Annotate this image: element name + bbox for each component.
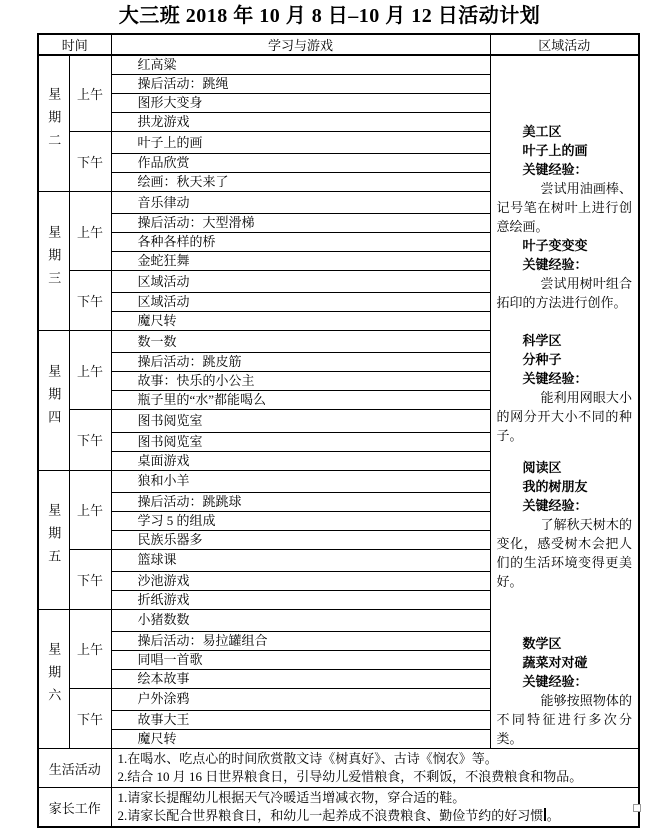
activity-cell: 故事大王 <box>111 711 490 730</box>
day-label: 星期四 <box>46 363 62 433</box>
activity-cell: 各种各样的桥 <box>111 233 490 252</box>
area-key-label: 关键经验： <box>522 257 588 272</box>
day-label-cell-saturday <box>38 609 69 748</box>
day-label: 星期五 <box>46 503 62 573</box>
activity-cell: 魔尺转 <box>111 312 490 331</box>
page-title: 大三班 2018 年 10 月 8 日–10 月 12 日活动计划 <box>118 5 541 27</box>
activity-cell: 数一数 <box>111 331 490 353</box>
activity-cell: 操后活动：跳绳 <box>111 75 490 94</box>
daily-life-row-content <box>111 749 639 788</box>
header-row <box>38 34 639 55</box>
activity-cell: 绘画：秋天来了 <box>111 173 490 192</box>
activity-cell: 拱龙游戏 <box>111 113 490 132</box>
activity-cell: 同唱一首歌 <box>111 650 490 669</box>
activity-cell: 操后活动：跳跳球 <box>111 492 490 511</box>
area-activity-title: 蔬菜对对碰 <box>522 655 588 670</box>
area-description: 能利用网眼大小的网分开大小不同的种子。 <box>496 390 633 443</box>
activity-cell: 红高粱 <box>111 55 490 75</box>
activity-cell: 图书阅览室 <box>111 410 490 432</box>
activity-cell: 民族乐器多 <box>111 530 490 549</box>
activity-cell: 操后活动：大型滑梯 <box>111 214 490 233</box>
activity-cell: 篮球课 <box>111 549 490 571</box>
table-resize-handle[interactable] <box>633 804 641 812</box>
parent-work-line-text: 。 <box>546 808 560 823</box>
area-block-reading <box>497 458 633 591</box>
activity-cell: 操后活动：跳皮筋 <box>111 353 490 372</box>
area-block-leaf-change <box>497 236 633 312</box>
activity-cell: 区域活动 <box>111 293 490 312</box>
area-activities-cell <box>490 55 639 749</box>
activity-cell: 魔尺转 <box>111 730 490 749</box>
table-row <box>38 788 639 828</box>
area-key-label: 关键经验： <box>522 162 588 177</box>
activity-cell: 沙池游戏 <box>111 571 490 590</box>
area-activity-title: 叶子上的画 <box>522 143 588 158</box>
activity-cell: 区域活动 <box>111 271 490 293</box>
area-region-name: 数学区 <box>522 636 562 651</box>
pm-label-cell: 下午 <box>69 410 111 470</box>
parent-work-line-text: 2.请家长配合世界粮食日，和幼儿一起养成不浪费粮食、勤俭节约的好习惯 <box>117 808 544 823</box>
day-label-cell-thursday <box>38 331 69 470</box>
area-block-math <box>497 634 633 748</box>
area-block-art <box>497 122 633 236</box>
area-activity-title: 分种子 <box>522 352 562 367</box>
pm-label-cell: 下午 <box>69 271 111 331</box>
area-description: 了解秋天树木的变化，感受树木会把人们的生活环境变得更美好。 <box>496 517 633 589</box>
activity-plan-table <box>37 33 640 828</box>
day-label: 星期三 <box>46 224 62 294</box>
day-label-cell-wednesday <box>38 192 69 331</box>
area-region-name: 科学区 <box>522 333 562 348</box>
am-label-cell: 上午 <box>69 609 111 688</box>
area-region-name: 美工区 <box>522 124 562 139</box>
am-label-cell: 上午 <box>69 470 111 549</box>
col-header-learning: 学习与游戏 <box>111 34 490 55</box>
activity-cell: 图书阅览室 <box>111 432 490 451</box>
daily-life-line: 1.在喝水、吃点心的时间欣赏散文诗《树真好》、古诗《悯农》等。 <box>117 751 498 766</box>
area-region-name: 阅读区 <box>522 460 562 475</box>
activity-cell: 叶子上的画 <box>111 132 490 154</box>
text-caret <box>544 808 546 821</box>
day-label-cell-tuesday <box>38 55 69 192</box>
activity-cell: 狼和小羊 <box>111 470 490 492</box>
table-row <box>38 749 639 788</box>
day-label-cell-friday <box>38 470 69 609</box>
table-row <box>38 55 639 75</box>
parent-work-row-content <box>111 788 639 828</box>
parent-work-line-with-caret <box>118 807 635 825</box>
activity-cell: 瓶子里的“水”都能喝么 <box>111 391 490 410</box>
activity-cell: 折纸游戏 <box>111 590 490 609</box>
activity-cell: 桌面游戏 <box>111 451 490 470</box>
pm-label-cell: 下午 <box>69 688 111 748</box>
activity-cell: 绘本故事 <box>111 669 490 688</box>
pm-label-cell: 下午 <box>69 549 111 609</box>
activity-cell: 图形大变身 <box>111 94 490 113</box>
activity-cell: 操后活动：易拉罐组合 <box>111 631 490 650</box>
day-label: 星期二 <box>46 87 62 157</box>
am-label-cell: 上午 <box>69 55 111 132</box>
area-description: 能够按照物体的不同特征进行多次分类。 <box>496 693 633 746</box>
area-description: 尝试用树叶组合拓印的方法进行创作。 <box>496 276 633 310</box>
activity-cell: 户外涂鸦 <box>111 688 490 710</box>
area-key-label: 关键经验： <box>522 674 588 689</box>
area-key-label: 关键经验： <box>522 498 588 513</box>
col-header-area: 区域活动 <box>490 34 639 55</box>
activity-cell: 金蛇狂舞 <box>111 252 490 271</box>
activity-cell: 作品欣赏 <box>111 154 490 173</box>
area-activity-title: 叶子变变变 <box>522 238 588 253</box>
activity-cell: 音乐律动 <box>111 192 490 214</box>
am-label-cell: 上午 <box>69 331 111 410</box>
parent-work-line: 1.请家长提醒幼儿根据天气冷暖适当增减衣物，穿合适的鞋。 <box>117 790 466 805</box>
pm-label-cell: 下午 <box>69 132 111 192</box>
area-block-science <box>497 331 633 445</box>
day-label: 星期六 <box>46 642 62 712</box>
activity-cell: 学习 5 的组成 <box>111 511 490 530</box>
area-description: 尝试用油画棒、记号笔在树叶上进行创意绘画。 <box>496 181 633 234</box>
activity-cell: 故事：快乐的小公主 <box>111 372 490 391</box>
area-key-label: 关键经验： <box>522 371 588 386</box>
activity-cell: 小猪数数 <box>111 609 490 631</box>
am-label-cell: 上午 <box>69 192 111 271</box>
col-header-time: 时间 <box>38 34 111 55</box>
daily-life-line: 2.结合 10 月 16 日世界粮食日，引导幼儿爱惜粮食，不剩饭，不浪费粮食和物品。 <box>117 769 583 784</box>
daily-life-row-label: 生活活动 <box>38 749 111 788</box>
area-activity-title: 我的树朋友 <box>522 479 588 494</box>
parent-work-row-label: 家长工作 <box>38 788 111 828</box>
